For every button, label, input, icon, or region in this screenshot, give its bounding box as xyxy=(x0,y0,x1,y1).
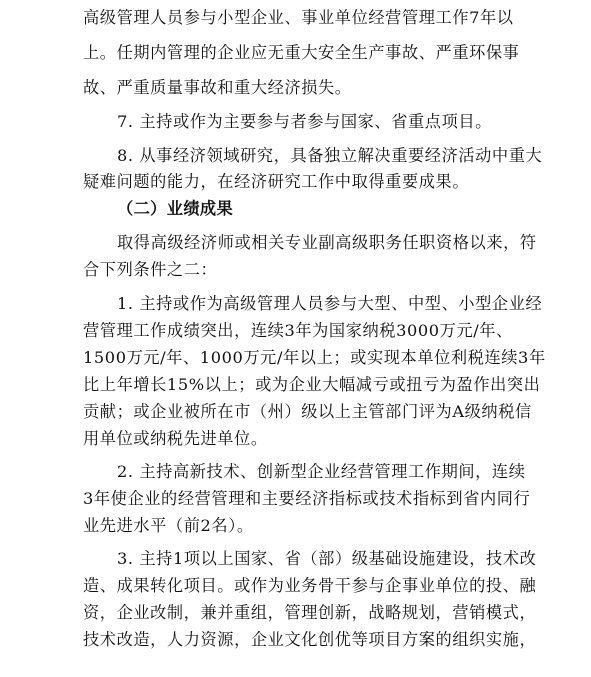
text-line: 造、成果转化项目。或作为业务骨干参与企事业单位的投、融 xyxy=(83,576,537,595)
text-line: 1. 主持或作为高级管理人员参与大型、中型、小型企业经 xyxy=(117,294,543,313)
text-line: 故、严重质量事故和重大经济损失。 xyxy=(83,78,352,97)
text-line: 贡献；或企业被所在市（州）级以上主管部门评为A级纳税信 xyxy=(83,402,532,421)
section-heading: （二）业绩成果 xyxy=(117,199,234,218)
text-line: 1500万元/年、1000万元/年以上；或实现本单位利税连续3年 xyxy=(83,348,546,367)
text-line: 3年使企业的经营管理和主要经济指标或技术指标到省内同行 xyxy=(83,489,531,508)
text-line: 技术改造，人力资源，企业文化创优等项目方案的组织实施， xyxy=(83,630,537,649)
text-line: 疑难问题的能力，在经济研究工作中取得重要成果。 xyxy=(83,172,470,191)
text-line: 8. 从事经济领域研究，具备独立解决重要经济活动中重大 xyxy=(117,146,543,165)
text-line: 比上年增长15%以上；或为企业大幅减亏或扭亏为盈作出突出 xyxy=(83,375,541,394)
text-line: 7. 主持或作为主要参与者参与国家、省重点项目。 xyxy=(117,112,492,131)
text-line: 资，企业改制，兼并重组，管理创新，战略规划，营销模式， xyxy=(83,603,537,622)
text-line: 营管理工作成绩突出，连续3年为国家纳税3000万元/年、 xyxy=(83,321,513,340)
text-line: 合下列条件之二： xyxy=(83,260,218,279)
text-line: 3. 主持1项以上国家、省（部）级基础设施建设，技术改 xyxy=(117,549,537,568)
text-line: 用单位或纳税先进单位。 xyxy=(83,429,268,448)
text-line: 上。任期内管理的企业应无重大安全生产事故、严重环保事 xyxy=(83,43,520,62)
text-line: 高级管理人员参与小型企业、事业单位经营管理工作7年以 xyxy=(83,8,514,27)
text-line: 取得高级经济师或相关专业副高级职务任职资格以来，符 xyxy=(117,233,537,252)
text-line: 业先进水平（前2名）。 xyxy=(83,516,254,535)
text-line: 2. 主持高新技术、创新型企业经营管理工作期间，连续 xyxy=(117,462,526,481)
